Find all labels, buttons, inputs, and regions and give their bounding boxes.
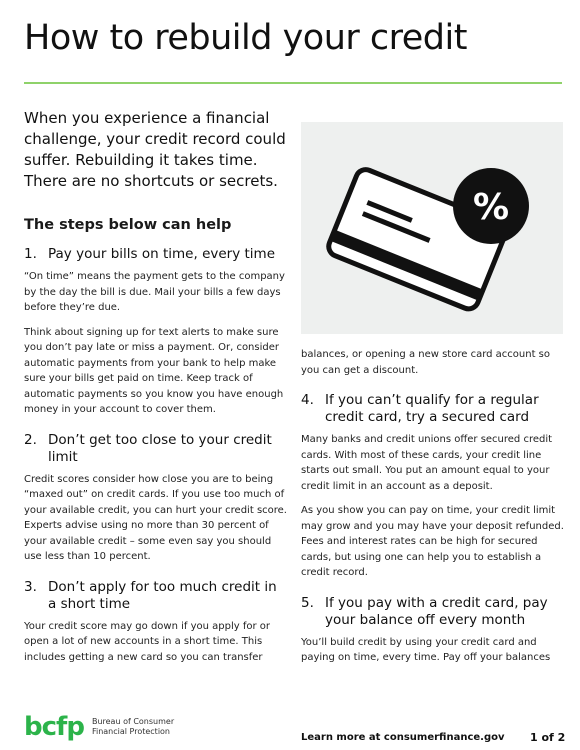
bcfp-logo <box>24 714 174 740</box>
step-paragraph: As you show you can pay on time, your credit limit may grow and you may have your deposit refunded. Fees and interest rates can be high for secured cards, but using one can help you to establish a credit record. <box>301 505 564 578</box>
step-number: 1. <box>24 246 37 262</box>
step-title-text: If you pay with a credit card, pay your balance off every month <box>325 594 548 628</box>
step-1 <box>24 246 288 418</box>
step-paragraph: You’ll build credit by using your credit card and paying on time, every time. Pay off your balances <box>301 636 551 663</box>
step-number: 4. <box>301 392 314 408</box>
step-number: 5. <box>301 594 314 611</box>
page-title: How to rebuild your credit <box>24 18 467 58</box>
step-3-continuation: balances, or opening a new store card account so you can get a discount. <box>301 349 551 376</box>
step-4 <box>301 392 564 581</box>
org-name-line: Bureau of Consumer <box>91 717 175 726</box>
step-3 <box>24 579 288 666</box>
step-4-title <box>301 392 564 426</box>
right-column <box>301 347 564 675</box>
intro-text: When you experience a financial challenge, your credit record could suffer. Rebuilding it takes time. There are no shortcuts or secrets. <box>24 109 286 190</box>
org-name-line: Financial Protection <box>91 727 170 736</box>
footer-link[interactable]: Learn more at consumerfinance.gov <box>301 732 505 743</box>
step-number: 2. <box>24 431 37 448</box>
step-title-text: Don’t apply for too much credit in a short time <box>48 578 277 612</box>
org-name <box>92 717 174 737</box>
step-paragraph: Credit scores consider how close you are to being “maxed out” on credit cards. If you use too much of your available credit, you can hurt your credit score. Experts advise using no more than 30 percent of your available credit – some even say you should use less than 10 percent. <box>24 473 287 562</box>
step-2-title <box>24 432 288 466</box>
step-5 <box>301 595 564 666</box>
step-paragraph: Many banks and credit unions offer secured credit cards. With most of these cards, your credit line starts out small. You put an amount equal to your credit limit in an account as a deposit. <box>301 434 553 492</box>
step-paragraph: Your credit score may go down if you apply for or open a lot of new accounts in a short time. This includes getting a new card so you can transfer <box>24 620 271 663</box>
logo-wordmark: bcfp <box>24 712 84 742</box>
step-number: 3. <box>24 578 37 595</box>
step-title-text: Pay your bills on time, every time <box>48 246 276 262</box>
left-column <box>24 246 288 674</box>
steps-heading: The steps below can help <box>24 217 232 233</box>
step-5-title <box>301 595 564 629</box>
step-3-title <box>24 579 288 613</box>
step-1-title <box>24 246 288 263</box>
step-paragraph: Think about signing up for text alerts to make sure you don’t pay late or miss a payment. Or, consider automatic payments from your bank to help make sure your bills get paid on time. Keep track of automatic payments so you know you have enough money in your account to cover them. <box>24 326 284 415</box>
page-number: 1 of 2 <box>530 731 566 744</box>
credit-card-percent-icon <box>301 122 563 334</box>
title-divider <box>24 82 562 84</box>
step-2 <box>24 432 288 565</box>
step-paragraph: “On time” means the payment gets to the company by the day the bill is due. Mail your bills a few days before they’re due. <box>24 271 285 313</box>
credit-card-illustration <box>301 122 563 334</box>
percent-badge: % <box>472 187 510 228</box>
step-title-text: If you can’t qualify for a regular credit card, try a secured card <box>325 392 539 425</box>
step-title-text: Don’t get too close to your credit limit <box>48 431 272 465</box>
